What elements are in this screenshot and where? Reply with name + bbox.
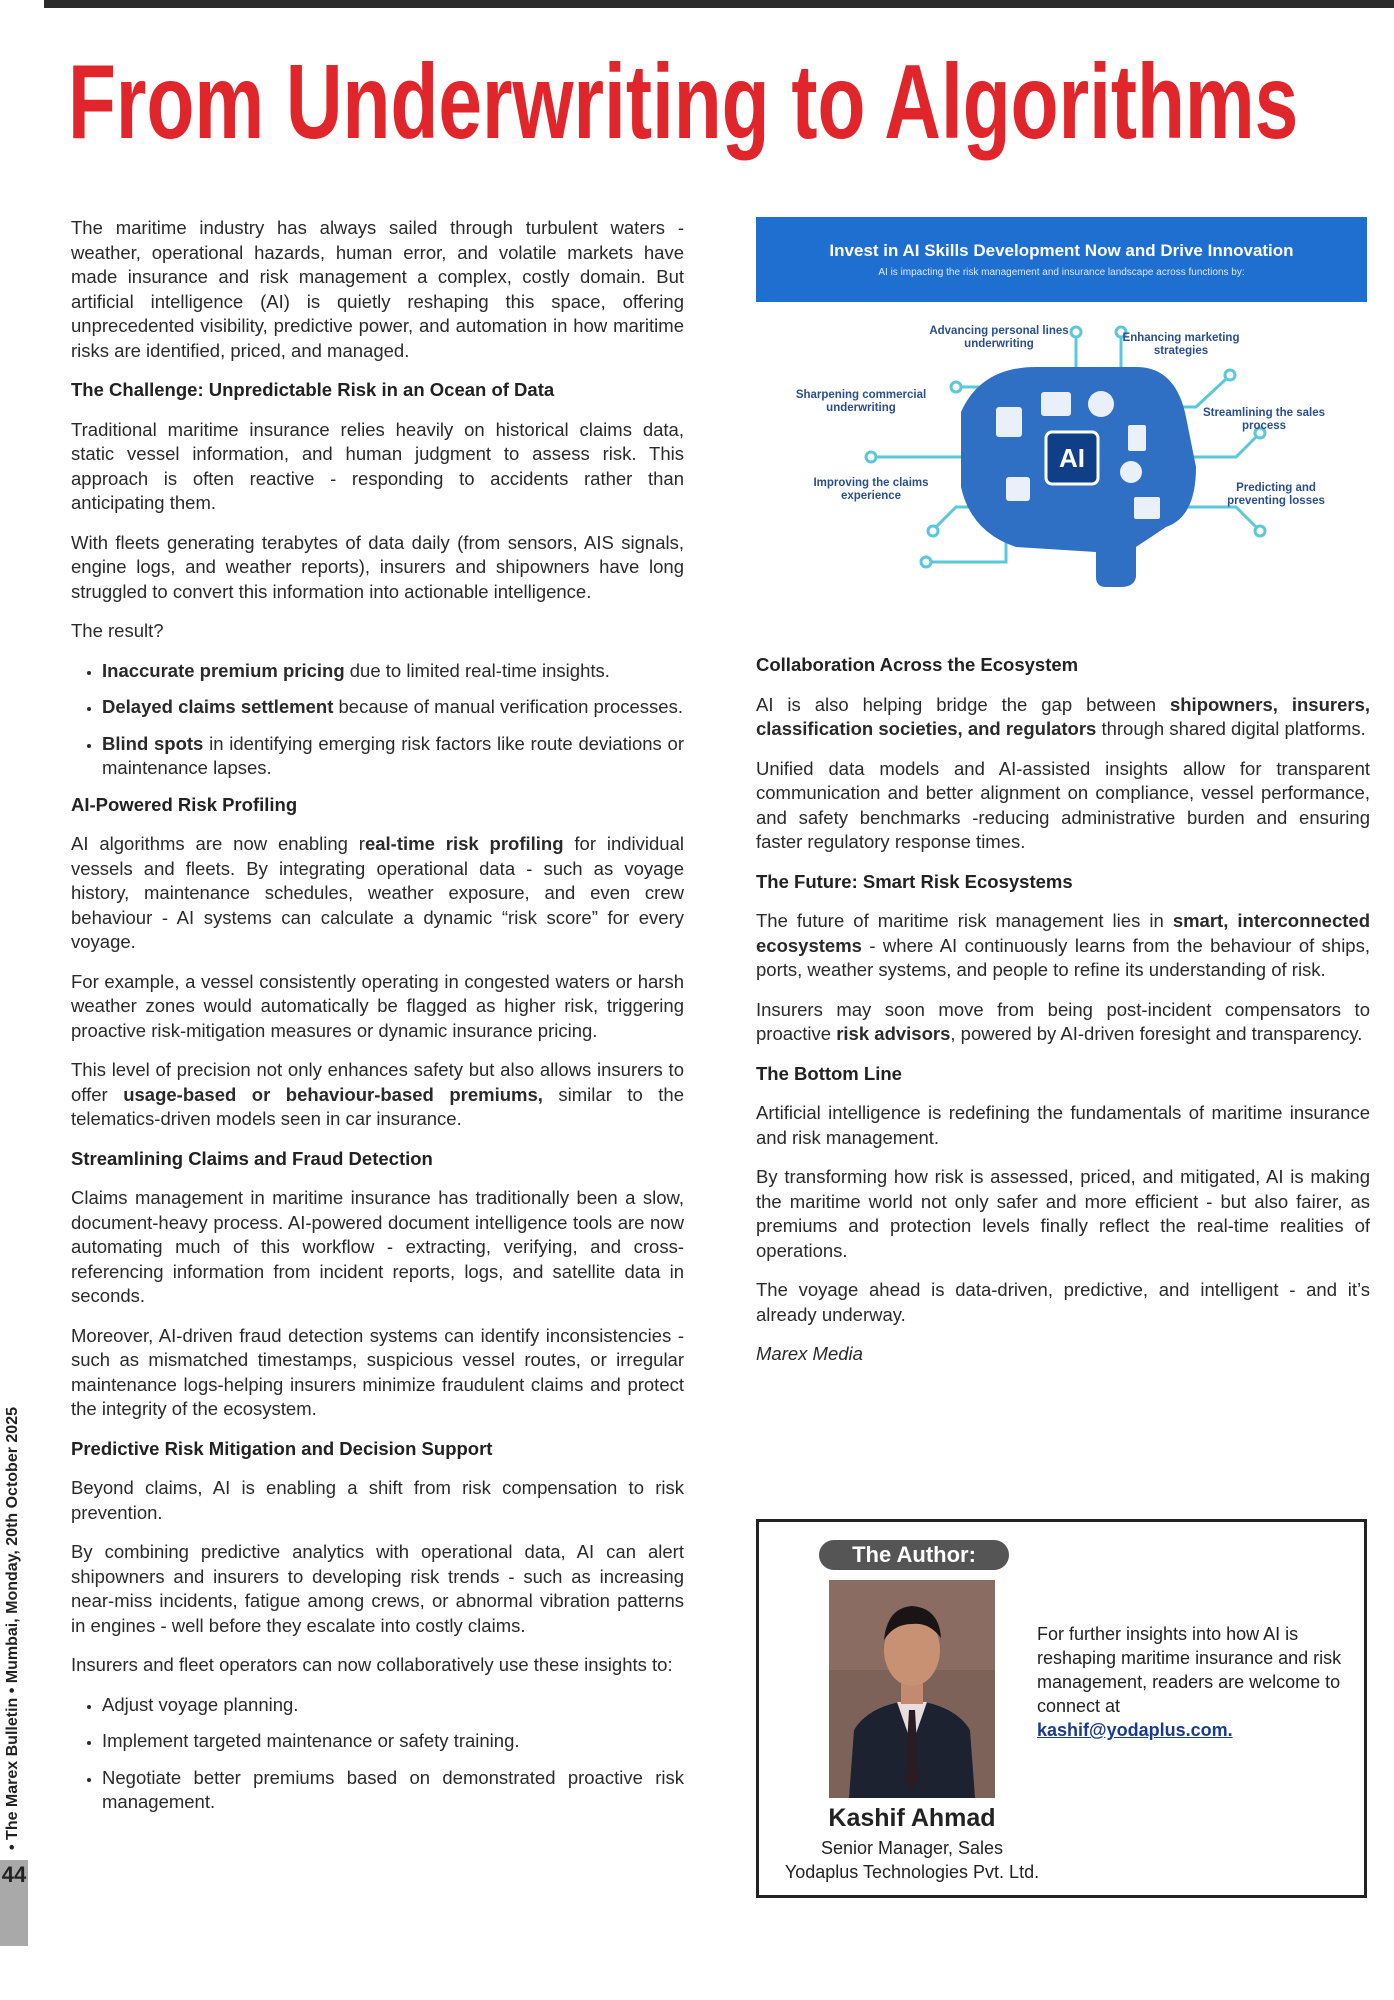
author-portrait (829, 1580, 995, 1798)
byline: Marex Media (756, 1343, 863, 1364)
author-pill: The Author: (819, 1540, 1009, 1570)
future-heading: The Future: Smart Risk Ecosystems (756, 870, 1073, 892)
label-marketing: Enhancing marketing strategies (1122, 332, 1240, 357)
insights-list (71, 1693, 684, 1815)
profiling-paragraph-3: This level of precision not only enhances safety but also allows insurers to offer usage-based or behaviour-based premiums, similar to the telematics-driven models seen in car insurance. (71, 1059, 685, 1129)
infographic-subtitle: AI is impacting the risk management and insurance landscape across functions by: (878, 267, 1245, 278)
top-rule (44, 0, 1394, 8)
left-column (71, 216, 684, 1827)
bottom-line-heading: The Bottom Line (756, 1062, 902, 1084)
bottom-line-paragraph-3: The voyage ahead is data-driven, predictive, and intelligent - and it’s already underway. (756, 1279, 1370, 1325)
author-box (756, 1519, 1367, 1898)
profiling-heading: AI-Powered Risk Profiling (71, 793, 298, 815)
label-sales-process: Streamlining the sales process (1202, 407, 1326, 432)
bottom-line-paragraph-2: By transforming how risk is assessed, priced, and mitigated, AI is making the maritime world not only safer and more efficient - but also fairer, as premiums and protection levels finally reflect the real-time realities of operations. (756, 1166, 1370, 1261)
profiling-paragraph-1: AI algorithms are now enabling real-time risk profiling for individual vessels and fleets. By integrating operational data - such as voyage history, maintenance schedules, weather exposure, and even crew behaviour - AI systems can calculate a dynamic “risk score” for every voyage. (71, 833, 684, 952)
list-item: • Blind spots in identifying emerging risk factors like route deviations or maintenance lapses. (102, 732, 684, 781)
label-claims-experience: Improving the claims experience (813, 477, 929, 502)
label-commercial-underwriting: Sharpening commercial underwriting (795, 389, 927, 414)
article-headline: From Underwriting to Algorithms (68, 43, 1299, 161)
claims-paragraph-2: Moreover, AI-driven fraud detection systems can identify inconsistencies - such as mismatched timestamps, suspicious vessel routes, or irregular maintenance logs-helping insurers minimize fraudulent claims and protect the integrity of the ecosystem. (71, 1324, 684, 1419)
page-number: 44 (1, 1862, 27, 1887)
predictive-paragraph-1: Beyond claims, AI is enabling a shift from risk compensation to risk prevention. (71, 1477, 684, 1523)
intro-paragraph: The maritime industry has always sailed through turbulent waters - weather, operational hazards, human error, and volatile markets have made insurance and risk management a complex, costly domain. But artificial intelligence (AI) is quietly reshaping this space, offering unprecedented visibility, predictive power, and automation in how maritime risks are identified, priced, and managed. (71, 217, 684, 361)
ai-center-label: AI (1059, 443, 1085, 473)
result-list (71, 659, 684, 781)
author-name: Kashif Ahmad (828, 1804, 996, 1832)
result-label: The result? (71, 620, 164, 641)
ai-infographic (756, 217, 1367, 607)
claims-paragraph-1: Claims management in maritime insurance has traditionally been a slow, document-heavy process. AI-powered document intelligence tools are now automating much of this workflow - extracting, verifying, and cross-referencing information from incident reports, logs, and satellite data in seconds. (71, 1187, 684, 1306)
sidebar-publication-text: • The Marex Bulletin • Mumbai, Monday, 20th October 2025 (4, 1407, 21, 1850)
challenge-heading: The Challenge: Unpredictable Risk in an Ocean of Data (71, 379, 555, 400)
author-role: Senior Manager, Sales (820, 1838, 1004, 1858)
profiling-paragraph-2: For example, a vessel consistently operating in congested waters or harsh weather zones would automatically be flagged as higher risk, triggering proactive risk-mitigation measures or dynamic insurance pricing. (71, 970, 684, 1041)
label-predicting-losses: Predicting and preventing losses (1227, 482, 1325, 507)
list-item: • Implement targeted maintenance or safety training. (102, 1729, 684, 1754)
list-item: • Delayed claims settlement because of manual verification processes. (102, 695, 684, 720)
author-photo (829, 1580, 995, 1798)
future-paragraph-2: Insurers may soon move from being post-incident compensators to proactive risk advisors, powered by AI-driven foresight and transparency. (756, 998, 1370, 1044)
bottom-line-paragraph-1: Artificial intelligence is redefining the fundamentals of maritime insurance and risk management. (756, 1102, 1370, 1148)
future-paragraph-1: The future of maritime risk management lies in smart, interconnected ecosystems - where AI continuously learns from the behaviour of ships, ports, weather systems, and people to refine its understanding of risk. (756, 910, 1370, 980)
author-contact-note (1037, 1622, 1347, 1742)
predictive-paragraph-2: By combining predictive analytics with operational data, AI can alert shipowners and insurers to developing risk trends - such as increasing near-miss incidents, fatigue among crews, or abnormal vibration patterns in engines - well before they escalate into costly claims. (71, 1541, 684, 1636)
challenge-paragraph-2: With fleets generating terabytes of data daily (from sensors, AIS signals, engine logs, and weather reports), insurers and shipowners have long struggled to convert this information into actionable intelligence. (71, 531, 684, 602)
infographic-title: Invest in AI Skills Development Now and Drive Innovation (829, 241, 1294, 260)
author-company: Yodaplus Technologies Pvt. Ltd. (784, 1862, 1040, 1882)
author-email-link[interactable]: kashif@yodaplus.com. (1037, 1720, 1233, 1740)
collaboration-paragraph-2: Unified data models and AI-assisted insights allow for transparent communication and better alignment on compliance, vessel performance, and safety benchmarks -reducing administrative burden and ensuring faster regulatory response times. (756, 757, 1370, 852)
author-note-text: For further insights into how AI is reshaping maritime insurance and risk management, readers are welcome to connect at (1037, 1624, 1342, 1716)
claims-heading: Streamlining Claims and Fraud Detection (71, 1147, 433, 1169)
list-item: • Negotiate better premiums based on demonstrated proactive risk management. (102, 1766, 684, 1815)
right-column (756, 653, 1370, 1382)
infographic-header (756, 217, 1367, 302)
list-item: • Inaccurate premium pricing due to limited real-time insights. (102, 659, 684, 684)
label-personal-underwriting: Advancing personal lines underwriting (929, 325, 1069, 350)
list-item: • Adjust voyage planning. (102, 1693, 684, 1718)
predictive-paragraph-3: Insurers and fleet operators can now collaboratively use these insights to: (71, 1654, 673, 1675)
predictive-heading: Predictive Risk Mitigation and Decision Support (71, 1437, 493, 1459)
collaboration-paragraph-1: AI is also helping bridge the gap between shipowners, insurers, classification societies, and regulators through shared digital platforms. (756, 693, 1370, 739)
challenge-paragraph-1: Traditional maritime insurance relies heavily on historical claims data, static vessel information, and human judgment to assess risk. This approach is often reactive - responding to accidents rather than anticipating them. (71, 418, 684, 513)
collaboration-heading: Collaboration Across the Ecosystem (756, 654, 1079, 675)
brain-diagram (756, 307, 1367, 607)
